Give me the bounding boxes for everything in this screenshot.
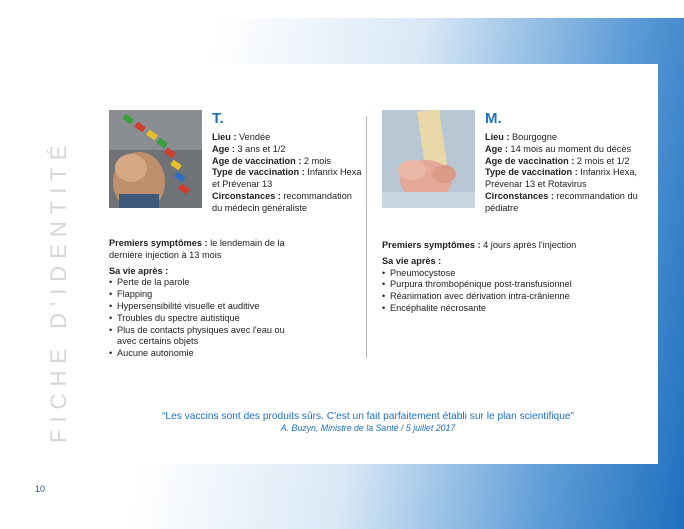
detail-row: Circonstances : recommandation du pédiatre [485, 190, 638, 213]
list-item: • Troubles du spectre autistique [109, 313, 354, 325]
column-divider [366, 116, 367, 358]
page-number: 10 [35, 484, 46, 494]
quote-attribution: A. Buzyn, Ministre de la Santé / 5 juillet 2017 [280, 423, 456, 433]
first-symptoms-label: Premiers symptômes : [109, 238, 208, 248]
photo-right [382, 110, 475, 208]
list-item: • Pneumocystose [382, 268, 642, 280]
list-item: • Plus de contacts physiques avec l'eau ou avec certains objets [109, 325, 297, 349]
profile-left-symptoms [109, 238, 354, 360]
detail-row: Lieu : Vendée [212, 132, 271, 142]
quote-text: “Les vaccins sont des produits sûrs. C'est un fait parfaitement établi sur le plan scientifique” [162, 411, 574, 422]
profile-left-name: T. [212, 110, 224, 127]
life-after-list [109, 277, 354, 360]
detail-row: Age de vaccination : 2 mois [212, 155, 331, 166]
side-title: FICHE D'IDENTITÉ [46, 138, 71, 443]
detail-row: Type de vaccination : Infanrix Hexa, Prévenar 13 et Rotavirus [485, 167, 637, 190]
first-symptoms-label: Premiers symptômes : [382, 240, 481, 250]
detail-row: Age : 3 ans et 1/2 [212, 143, 286, 154]
profile-right-symptoms [382, 240, 642, 315]
detail-row: Circonstances : recommandation du médecin généraliste [212, 190, 352, 213]
profile-left-details [212, 132, 362, 215]
profile-right-details [485, 132, 645, 215]
profile-right-name: M. [485, 110, 502, 127]
life-after-label: Sa vie après : [382, 255, 442, 266]
list-item: • Purpura thrombopénique post-transfusionnel [382, 279, 642, 291]
list-item: • Perte de la parole [109, 277, 354, 289]
detail-row: Age : 14 mois au moment du décès [485, 143, 632, 154]
list-item: • Hypersensibilité visuelle et auditive [109, 301, 354, 313]
list-item: • Encéphalite nécrosante [382, 303, 642, 315]
detail-row: Age de vaccination : 2 mois et 1/2 [485, 155, 630, 166]
first-symptoms-value: 4 jours après l'injection [480, 240, 577, 250]
list-item: • Flapping [109, 289, 354, 301]
life-after-label: Sa vie après : [109, 265, 169, 276]
list-item: • Réanimation avec dérivation intra-crânienne [382, 291, 642, 303]
detail-row: Type de vaccination : Infanrix Hexa et Prévenar 13 [212, 167, 362, 190]
detail-row: Lieu : Bourgogne [485, 132, 558, 142]
list-item: • Aucune autonomie [109, 348, 354, 360]
quote-block [120, 411, 616, 433]
photo-left [109, 110, 202, 208]
life-after-list [382, 268, 642, 315]
first-symptoms-value: le lendemain de la dernière injection à 13 mois [109, 238, 285, 260]
